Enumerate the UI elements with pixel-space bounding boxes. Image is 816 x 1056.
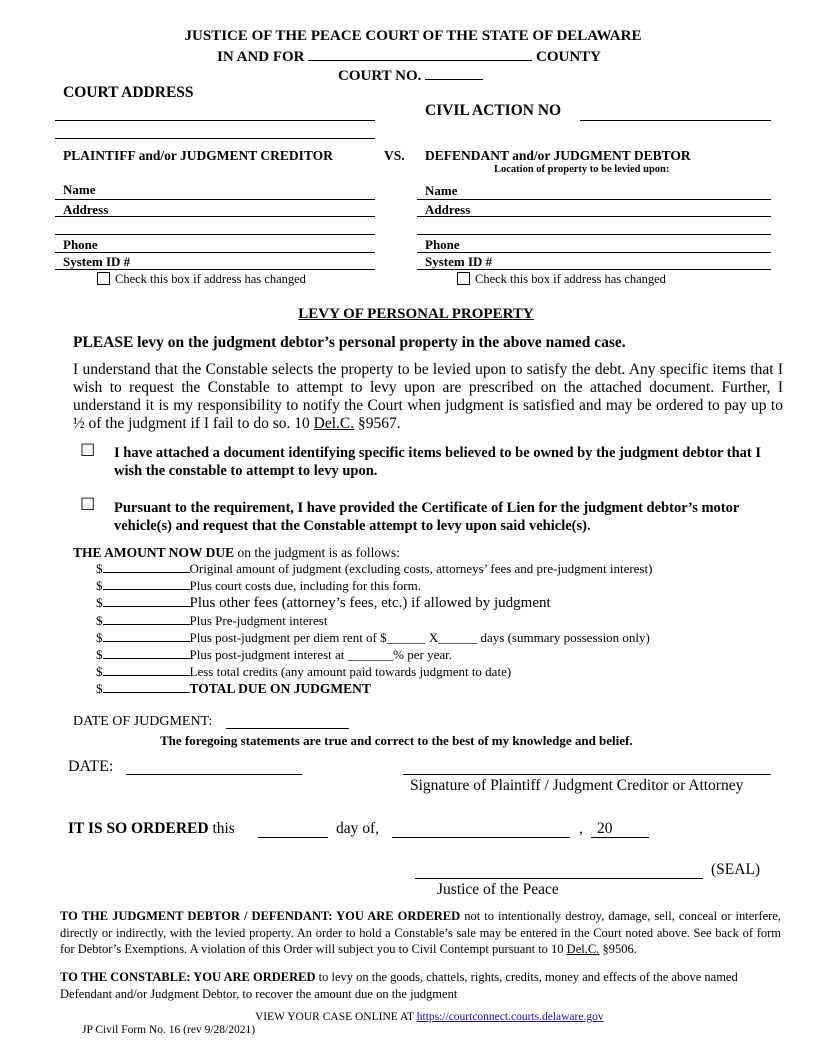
amount-row: [96, 647, 452, 663]
defendant-phone-field[interactable]: [417, 252, 771, 253]
amount-row: [96, 561, 652, 577]
order-year-field[interactable]: [591, 837, 649, 838]
defendant-address-changed-checkbox[interactable]: [457, 272, 470, 285]
signature-label: Signature of Plaintiff / Judgment Creditor or Attorney: [410, 777, 744, 794]
debtor-notice-text: not to intentionally destroy, damage, sell, conceal or interfere, directly or indirectly, with the levied property. An order to hold a Constable’s sale may be entered in the Court noted above. See back of form for Debtor’s Exemptions. A violation of this Order will subject you to Civil Contempt pursuant to 10: [60, 909, 782, 956]
amount-field[interactable]: [103, 647, 190, 659]
defendant-address-field[interactable]: [417, 216, 771, 217]
amount-row: [96, 681, 371, 697]
debtor-notice-cite: Del.C.: [566, 942, 600, 956]
option2-text: Pursuant to the requirement, I have provided the Certificate of Lien for the judgment debtor’s motor vehicle(s) and request that the Constable attempt to levy upon said vehicle(s).: [114, 500, 740, 534]
form-title: LEVY OF PERSONAL PROPERTY: [298, 306, 534, 322]
defendant-heading: DEFENDANT and/or JUDGMENT DEBTOR: [425, 148, 691, 163]
constable-notice: [60, 969, 781, 1002]
understanding-cite: Del.C.: [313, 415, 355, 432]
amount-heading-bold: THE AMOUNT NOW DUE: [73, 545, 235, 560]
defendant-subheading: Location of property to be levied upon:: [494, 164, 670, 175]
plaintiff-name-field[interactable]: [55, 199, 375, 200]
plaintiff-address-field[interactable]: [55, 216, 375, 217]
seal-label: (SEAL): [711, 861, 761, 878]
constable-notice-text: to levy on the goods, chattels, rights, credits, money and effects of the above named Defendant and/or Judgment Debtor, to recover the amount due on the judgment: [60, 970, 738, 1001]
plaintiff-system-id-label: System ID #: [63, 254, 131, 269]
currency-symbol: $: [96, 595, 103, 610]
amount-row: [96, 630, 650, 646]
levy-request: PLEASE levy on the judgment debtor’s personal property in the above named case.: [73, 334, 626, 351]
court-address-line-2[interactable]: [55, 138, 375, 139]
plaintiff-system-id-field[interactable]: [55, 269, 375, 270]
date-of-judgment-label: DATE OF JUDGMENT:: [73, 714, 213, 729]
amount-row-label: Plus post-judgment per diem rent of $______ X______ days (summary possession only): [189, 630, 650, 645]
court-no-field[interactable]: [425, 66, 483, 80]
court-connect-link[interactable]: https://courtconnect.courts.delaware.gov: [416, 1011, 604, 1023]
amount-row: [96, 595, 551, 612]
court-address-label: COURT ADDRESS: [63, 84, 194, 101]
affirmation: The foregoing statements are true and correct to the best of my knowledge and belief.: [160, 733, 633, 748]
understanding-text: I understand that the Constable selects the property to be levied upon to satisfy the debt. Any specific items that I wish to request the Constable to attempt to levy upon are prescribed on the attached document. Further, I understand it is my responsibility to notify the Court when judgment is satisfied and may be ordered to pay up to ½ of the judgment if I fail to do so. 10: [73, 361, 783, 432]
defendant-system-id-field[interactable]: [417, 269, 771, 270]
defendant-address-label: Address: [425, 202, 471, 217]
court-title: JUSTICE OF THE PEACE COURT OF THE STATE OF DELAWARE: [184, 28, 642, 44]
order-bold: IT IS SO ORDERED: [68, 820, 209, 837]
amount-field[interactable]: [103, 664, 190, 676]
order-month-field[interactable]: [392, 837, 570, 838]
view-online: [255, 1011, 604, 1023]
order-line: [68, 820, 235, 838]
order-day-field[interactable]: [258, 837, 328, 838]
amount-row-label: Plus other fees (attorney’s fees, etc.) if allowed by judgment: [189, 595, 551, 611]
order-comma: ,: [579, 820, 583, 837]
order-this: this: [212, 820, 235, 837]
justice-label: Justice of the Peace: [437, 881, 559, 898]
court-no-label: COURT NO.: [338, 68, 422, 84]
plaintiff-phone-label: Phone: [63, 237, 98, 252]
currency-symbol: $: [96, 664, 103, 679]
defendant-address-changed-label: Check this box if address has changed: [475, 272, 666, 286]
vs-label: VS.: [384, 148, 405, 163]
defendant-system-id-label: System ID #: [425, 254, 493, 269]
civil-action-field[interactable]: [580, 120, 771, 121]
currency-symbol: $: [96, 561, 103, 576]
defendant-name-label: Name: [425, 183, 458, 198]
amount-field[interactable]: [103, 630, 190, 642]
currency-symbol: $: [96, 681, 103, 696]
constable-notice-bold: TO THE CONSTABLE: YOU ARE ORDERED: [60, 970, 316, 984]
county-label: COUNTY: [536, 49, 602, 65]
in-and-for-label: IN AND FOR: [217, 49, 305, 65]
debtor-notice-bold: TO THE JUDGMENT DEBTOR / DEFENDANT: YOU ARE ORDERED: [60, 909, 461, 923]
plaintiff-phone-field[interactable]: [55, 252, 375, 253]
plaintiff-address-changed-label: Check this box if address has changed: [115, 272, 306, 286]
plaintiff-name-label: Name: [63, 182, 96, 197]
order-year-prefix: 20: [597, 820, 613, 837]
defendant-address-field-2[interactable]: [417, 234, 771, 235]
currency-symbol: $: [96, 578, 103, 593]
understanding-paragraph: [73, 361, 783, 433]
amount-row: [96, 664, 511, 680]
defendant-phone-label: Phone: [425, 237, 460, 252]
amount-field[interactable]: [103, 613, 190, 625]
amount-row-label: Plus court costs due, including for this form.: [189, 578, 421, 593]
civil-action-label: CIVIL ACTION NO: [425, 102, 562, 119]
plaintiff-address-field-2[interactable]: [55, 234, 375, 235]
currency-symbol: $: [96, 630, 103, 645]
amount-heading-rest: on the judgment is as follows:: [237, 545, 400, 560]
currency-symbol: $: [96, 613, 103, 628]
date-label: DATE:: [68, 758, 114, 775]
amount-field[interactable]: [103, 578, 190, 590]
date-field[interactable]: [126, 774, 302, 775]
county-field[interactable]: [308, 47, 532, 61]
plaintiff-address-label: Address: [63, 202, 109, 217]
amount-field[interactable]: [103, 595, 190, 607]
option1-text: I have attached a document identifying specific items believed to be owned by the judgment debtor that I wish the constable to attempt to levy upon.: [114, 445, 761, 479]
amount-row: [96, 578, 421, 594]
plaintiff-address-changed-checkbox[interactable]: [97, 272, 110, 285]
date-of-judgment-field[interactable]: [226, 728, 349, 729]
defendant-name-field[interactable]: [417, 199, 771, 200]
court-no-line: [338, 66, 483, 85]
amount-field[interactable]: [103, 681, 190, 693]
amount-row-label: TOTAL DUE ON JUDGMENT: [189, 681, 371, 696]
currency-symbol: $: [96, 647, 103, 662]
plaintiff-heading: PLAINTIFF and/or JUDGMENT CREDITOR: [63, 148, 333, 163]
amount-row: [96, 613, 327, 629]
amount-row-label: Plus post-judgment interest at _______% per year.: [189, 647, 452, 662]
amount-row-label: Original amount of judgment (excluding costs, attorneys’ fees and pre-judgment interest): [189, 561, 653, 576]
option2-checkbox-glyph[interactable]: ☐: [80, 495, 96, 514]
signature-field[interactable]: [403, 774, 771, 775]
amount-field[interactable]: [103, 561, 190, 573]
view-online-label: VIEW YOUR CASE ONLINE AT: [255, 1011, 414, 1023]
justice-signature-field[interactable]: [415, 878, 703, 879]
understanding-tail: §9567.: [358, 415, 401, 432]
order-day-of: day of,: [336, 820, 380, 837]
option1-checkbox-glyph[interactable]: ☐: [80, 441, 96, 460]
court-address-line-1[interactable]: [55, 120, 375, 121]
debtor-notice: [60, 908, 781, 958]
amount-row-label: Less total credits (any amount paid towards judgment to date): [189, 664, 512, 679]
form-number: JP Civil Form No. 16 (rev 9/28/2021): [82, 1024, 256, 1036]
amount-row-label: Plus Pre-judgment interest: [189, 613, 328, 628]
debtor-notice-tail: §9506.: [602, 942, 637, 956]
county-line: [217, 47, 601, 66]
amount-heading: [73, 545, 400, 561]
